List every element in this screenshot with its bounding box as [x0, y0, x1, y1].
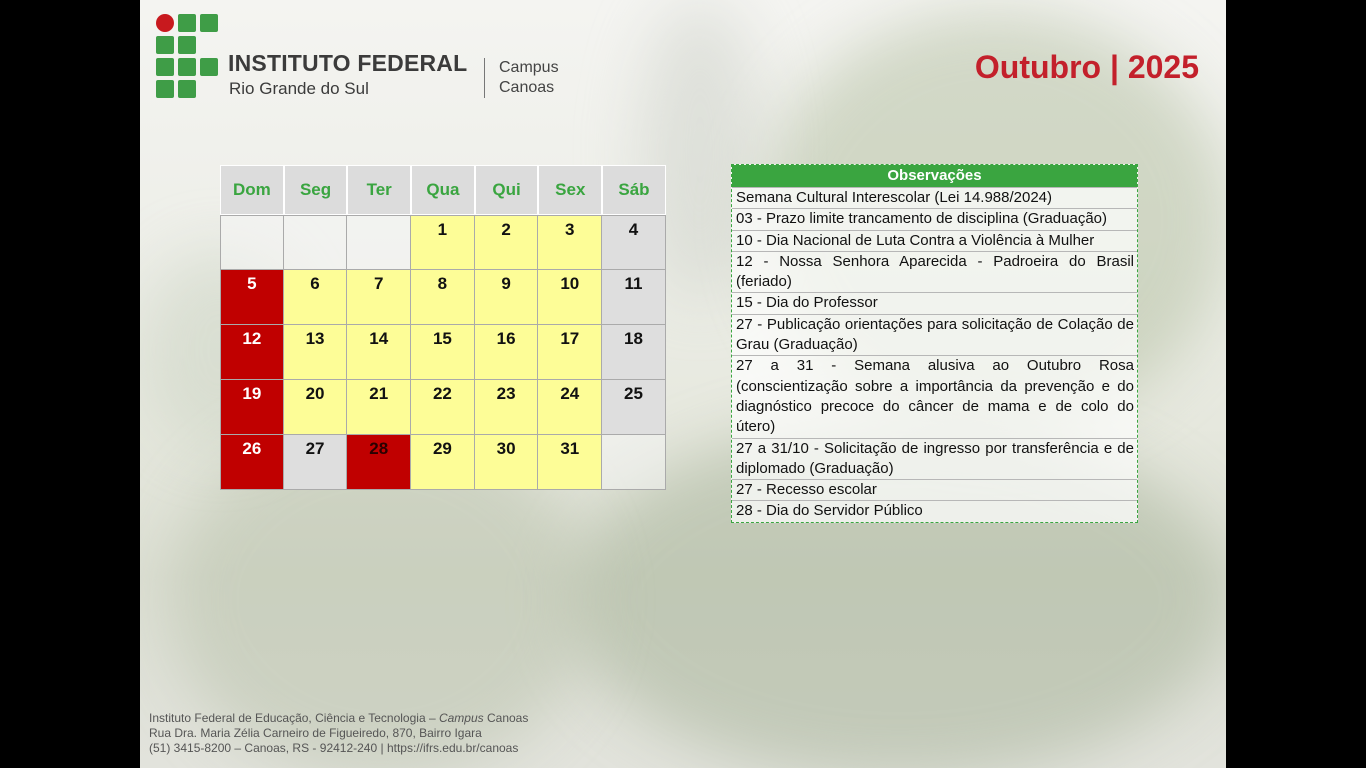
observation-item: 27 - Recesso escolar [732, 479, 1137, 500]
calendar-empty-cell [602, 435, 666, 490]
calendar-day-16: 16 [475, 325, 539, 380]
calendar-day-15: 15 [411, 325, 475, 380]
observation-item: 10 - Dia Nacional de Luta Contra a Violência à Mulher [732, 230, 1137, 251]
calendar-day-20: 20 [284, 380, 348, 435]
weekday-header: Dom [220, 165, 284, 215]
institution-subtitle: Rio Grande do Sul [229, 79, 369, 98]
if-logo-icon [156, 14, 218, 96]
calendar-day-31: 31 [538, 435, 602, 490]
observation-item: 12 - Nossa Senhora Aparecida - Padroeira do Brasil (feriado) [732, 251, 1137, 293]
weekday-header: Sáb [602, 165, 666, 215]
observation-item: 27 a 31 - Semana alusiva ao Outubro Rosa (conscientização sobre a importância da prevenção e do diagnóstico precoce do câncer de mama e de colo do útero) [732, 355, 1137, 437]
campus-name: Canoas [499, 79, 555, 96]
calendar-day-25: 25 [602, 380, 666, 435]
weekday-header: Qui [475, 165, 539, 215]
weekday-header: Ter [347, 165, 411, 215]
calendar-body [220, 215, 666, 490]
calendar-day-14: 14 [347, 325, 411, 380]
calendar-day-2: 2 [475, 215, 539, 270]
calendar-day-4: 4 [602, 215, 666, 270]
logo-divider [484, 58, 485, 98]
calendar-week-row [220, 215, 666, 270]
calendar-day-29: 29 [411, 435, 475, 490]
institution-name: INSTITUTO FEDERAL [228, 50, 468, 76]
calendar-day-7: 7 [347, 270, 411, 325]
calendar-day-3: 3 [538, 215, 602, 270]
calendar-day-24: 24 [538, 380, 602, 435]
calendar-day-11: 11 [602, 270, 666, 325]
month-calendar [220, 165, 666, 490]
calendar-day-8: 8 [411, 270, 475, 325]
weekday-header: Qua [411, 165, 475, 215]
calendar-day-28: 28 [347, 435, 411, 490]
calendar-day-12: 12 [220, 325, 284, 380]
calendar-day-23: 23 [475, 380, 539, 435]
calendar-empty-cell [347, 215, 411, 270]
calendar-week-row [220, 435, 666, 490]
observations-panel [731, 164, 1138, 523]
observation-item: Semana Cultural Interescolar (Lei 14.988/2024) [732, 187, 1137, 208]
observation-item: 27 - Publicação orientações para solicitação de Colação de Grau (Graduação) [732, 314, 1137, 356]
observation-item: 03 - Prazo limite trancamento de disciplina (Graduação) [732, 208, 1137, 229]
calendar-day-30: 30 [475, 435, 539, 490]
observation-item: 27 a 31/10 - Solicitação de ingresso por transferência e de diplomado (Graduação) [732, 438, 1137, 480]
calendar-day-9: 9 [475, 270, 539, 325]
calendar-week-row [220, 380, 666, 435]
observation-item: 15 - Dia do Professor [732, 292, 1137, 313]
weekday-header: Seg [284, 165, 348, 215]
weekday-header: Sex [538, 165, 602, 215]
calendar-day-6: 6 [284, 270, 348, 325]
calendar-day-13: 13 [284, 325, 348, 380]
footer-line-street: Rua Dra. Maria Zélia Carneiro de Figueiredo, 870, Bairro Igara [149, 726, 482, 740]
calendar-day-5: 5 [220, 270, 284, 325]
calendar-day-21: 21 [347, 380, 411, 435]
calendar-week-row [220, 270, 666, 325]
calendar-day-10: 10 [538, 270, 602, 325]
calendar-slide [140, 0, 1226, 768]
calendar-day-27: 27 [284, 435, 348, 490]
footer-line-institution: Instituto Federal de Educação, Ciência e Tecnologia – Campus Canoas [149, 711, 529, 725]
footer-line-contact: (51) 3415-8200 – Canoas, RS - 92412-240 | https://ifrs.edu.br/canoas [149, 741, 519, 755]
calendar-day-19: 19 [220, 380, 284, 435]
footer-address [149, 711, 528, 756]
calendar-empty-cell [220, 215, 284, 270]
month-title: Outubro | 2025 [974, 49, 1199, 85]
calendar-day-26: 26 [220, 435, 284, 490]
observations-title: Observações [732, 165, 1137, 187]
calendar-day-18: 18 [602, 325, 666, 380]
calendar-day-22: 22 [411, 380, 475, 435]
calendar-empty-cell [284, 215, 348, 270]
weekday-header-row [220, 165, 666, 215]
calendar-day-1: 1 [411, 215, 475, 270]
calendar-day-17: 17 [538, 325, 602, 380]
observation-item: 28 - Dia do Servidor Público [732, 500, 1137, 521]
calendar-week-row [220, 325, 666, 380]
campus-label: Campus [499, 59, 559, 76]
